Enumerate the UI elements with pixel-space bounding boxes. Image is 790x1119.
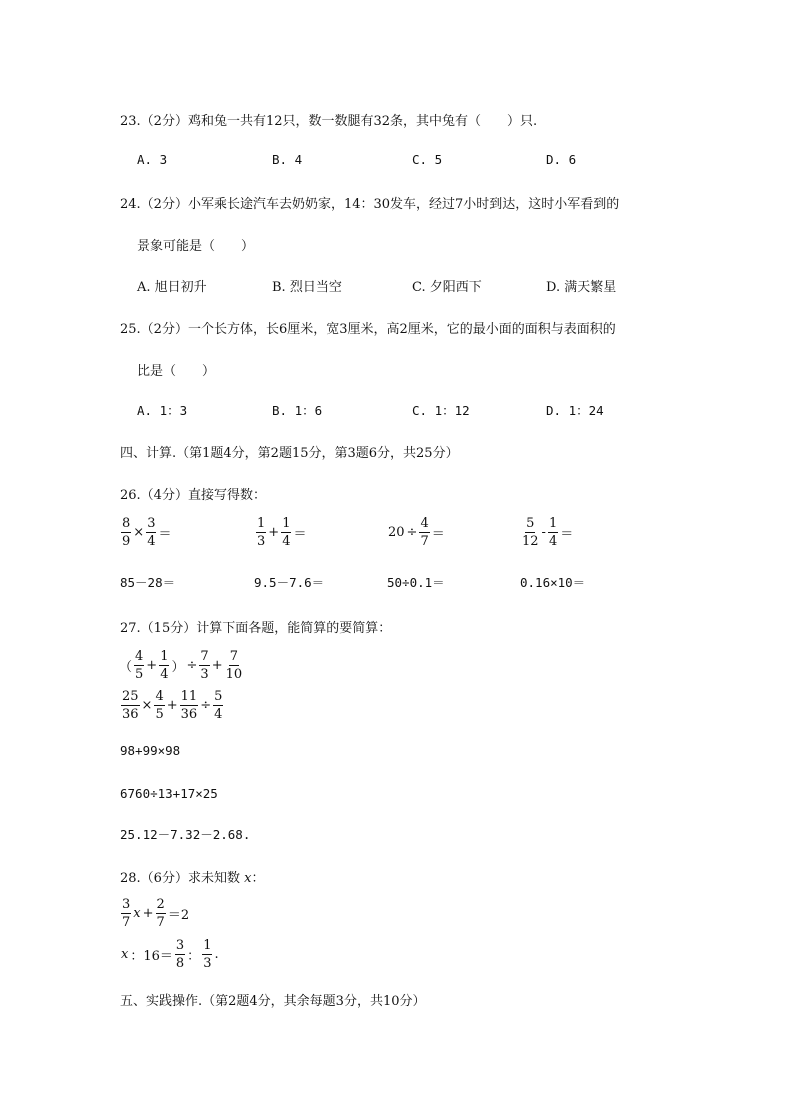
q28-equation-1 xyxy=(120,898,190,929)
q28-e1-frac-a: $\frac{3}{7}$ xyxy=(122,897,131,930)
q24-line2: 景象可能是（ ） xyxy=(137,239,255,254)
q26-r2-expr-3: 50÷0.1＝ xyxy=(387,575,445,590)
q26-e2-equals: ＝ xyxy=(293,527,307,542)
q26-e3-operator: ÷ xyxy=(406,525,418,540)
q27-e2-frac-b: $\frac{4}{5}$ xyxy=(155,689,164,722)
q25-option-d: D. 1：24 xyxy=(546,403,604,418)
q26-e1-operator: × xyxy=(133,525,145,540)
q27-expr-2 xyxy=(120,690,224,721)
q25-option-a: A. 1：3 xyxy=(137,403,188,418)
q28-title-colon: ： xyxy=(251,871,265,886)
q26-e2-operator: + xyxy=(268,525,280,540)
q28-e2-frac-b: $\frac{1}{3}$ xyxy=(203,938,212,971)
q23-option-d: D. 6 xyxy=(546,152,577,167)
q28-e2-frac-a: $\frac{3}{8}$ xyxy=(175,938,185,971)
q26-expr-2 xyxy=(255,517,307,548)
q24-option-b: B. 烈日当空 xyxy=(272,280,342,295)
q28-title xyxy=(120,867,264,886)
q28-e1-operator: + xyxy=(142,906,154,921)
q27-e1-operator-1: + xyxy=(146,658,158,673)
q28-equation-2 xyxy=(120,939,220,970)
q27-e2-frac-c: $\frac{11}{36}$ xyxy=(180,689,198,722)
q26-e1-equals: ＝ xyxy=(158,527,172,542)
q23-text: 23.（2分）鸡和兔一共有12只，数一数腿有32条，其中兔有（ ）只. xyxy=(120,114,538,129)
q25-line2: 比是（ ） xyxy=(137,364,216,379)
q26-e4-frac-b: $\frac{1}{4}$ xyxy=(548,516,558,549)
q24-option-c: C. 夕阳西下 xyxy=(412,280,482,295)
q27-e1-rparen: ） xyxy=(171,660,185,675)
q26-r2-expr-2: 9.5－7.6＝ xyxy=(254,575,325,590)
q26-title: 26.（4分）直接写得数： xyxy=(120,488,266,503)
q26-e4-equals: ＝ xyxy=(560,527,574,542)
q26-expr-3 xyxy=(387,517,446,548)
q26-e4-frac-a: $\frac{5}{12}$ xyxy=(522,516,539,549)
q28-title-var: x xyxy=(244,871,252,886)
q25-option-b: B. 1：6 xyxy=(272,403,323,418)
q27-expr-5: 25.12－7.32－2.68. xyxy=(120,827,251,842)
q26-expr-1 xyxy=(120,517,172,548)
section5-heading: 五、实践操作.（第2题4分，其余每题3分，共10分） xyxy=(120,994,426,1009)
q27-e2-frac-d: $\frac{5}{4}$ xyxy=(214,689,223,722)
q25-line1: 25.（2分）一个长方体，长6厘米，宽3厘米，高2厘米，它的最小面的面积与表面积的 xyxy=(120,322,616,337)
q28-e2-mid: ：16＝ xyxy=(130,949,173,964)
q24-option-d: D. 满天繁星 xyxy=(546,280,617,295)
q28-e2-sep: ： xyxy=(187,949,201,964)
q27-e1-frac-b: $\frac{1}{4}$ xyxy=(160,649,169,682)
section4-heading: 四、计算.（第1题4分，第2题15分，第3题6分，共25分） xyxy=(120,446,459,461)
q26-e1-frac-b: $\frac{3}{4}$ xyxy=(147,516,156,549)
q26-e1-frac-a: $\frac{8}{9}$ xyxy=(122,516,131,549)
q27-e2-operator-3: ÷ xyxy=(200,698,212,713)
q26-e2-frac-a: $\frac{1}{3}$ xyxy=(257,516,266,549)
q27-e2-frac-a: $\frac{25}{36}$ xyxy=(122,689,139,722)
q26-e3-lead: 20 xyxy=(388,525,405,540)
q27-e2-operator-2: + xyxy=(166,698,178,713)
q26-e2-frac-b: $\frac{1}{4}$ xyxy=(282,516,291,549)
q27-e1-operator-3: + xyxy=(211,658,223,673)
q27-e1-lparen: （ xyxy=(119,660,133,675)
q28-e2-end: . xyxy=(214,947,219,962)
q27-e1-frac-c: $\frac{7}{3}$ xyxy=(200,649,209,682)
q27-e1-operator-2: ÷ xyxy=(186,658,198,673)
q28-e1-rest: ＝2 xyxy=(167,908,190,923)
q26-r2-expr-4: 0.16×10＝ xyxy=(520,575,586,590)
q27-e1-frac-a: $\frac{4}{5}$ xyxy=(135,649,144,682)
q27-expr-3: 98+99×98 xyxy=(120,743,181,758)
q28-e2-var: x xyxy=(121,947,129,962)
q28-e1-var: x xyxy=(133,906,141,921)
q26-expr-4 xyxy=(520,517,574,548)
q27-e1-frac-d: $\frac{7}{10}$ xyxy=(225,649,243,682)
q26-e3-equals: ＝ xyxy=(431,527,445,542)
q27-title: 27.（15分）计算下面各题，能简算的要简算： xyxy=(120,621,392,636)
q26-e3-frac-b: $\frac{4}{7}$ xyxy=(420,516,429,549)
q23-option-a: A. 3 xyxy=(137,152,168,167)
q23-option-c: C. 5 xyxy=(412,152,443,167)
q24-line1: 24.（2分）小军乘长途汽车去奶奶家，14：30发车，经过7小时到达，这时小军看到的 xyxy=(120,197,620,212)
q28-title-text: 28.（6分）求未知数 xyxy=(120,871,240,886)
q27-e2-operator-1: × xyxy=(141,698,153,713)
q25-option-c: C. 1：12 xyxy=(412,403,470,418)
q27-expr-1 xyxy=(118,650,244,681)
q28-e1-frac-b: $\frac{2}{7}$ xyxy=(156,897,165,930)
q24-option-a: A. 旭日初升 xyxy=(137,280,207,295)
q27-expr-4: 6760÷13+17×25 xyxy=(120,786,218,801)
q23-option-b: B. 4 xyxy=(272,152,303,167)
q26-r2-expr-1: 85－28＝ xyxy=(120,575,176,590)
q26-e4-operator: - xyxy=(541,525,546,540)
